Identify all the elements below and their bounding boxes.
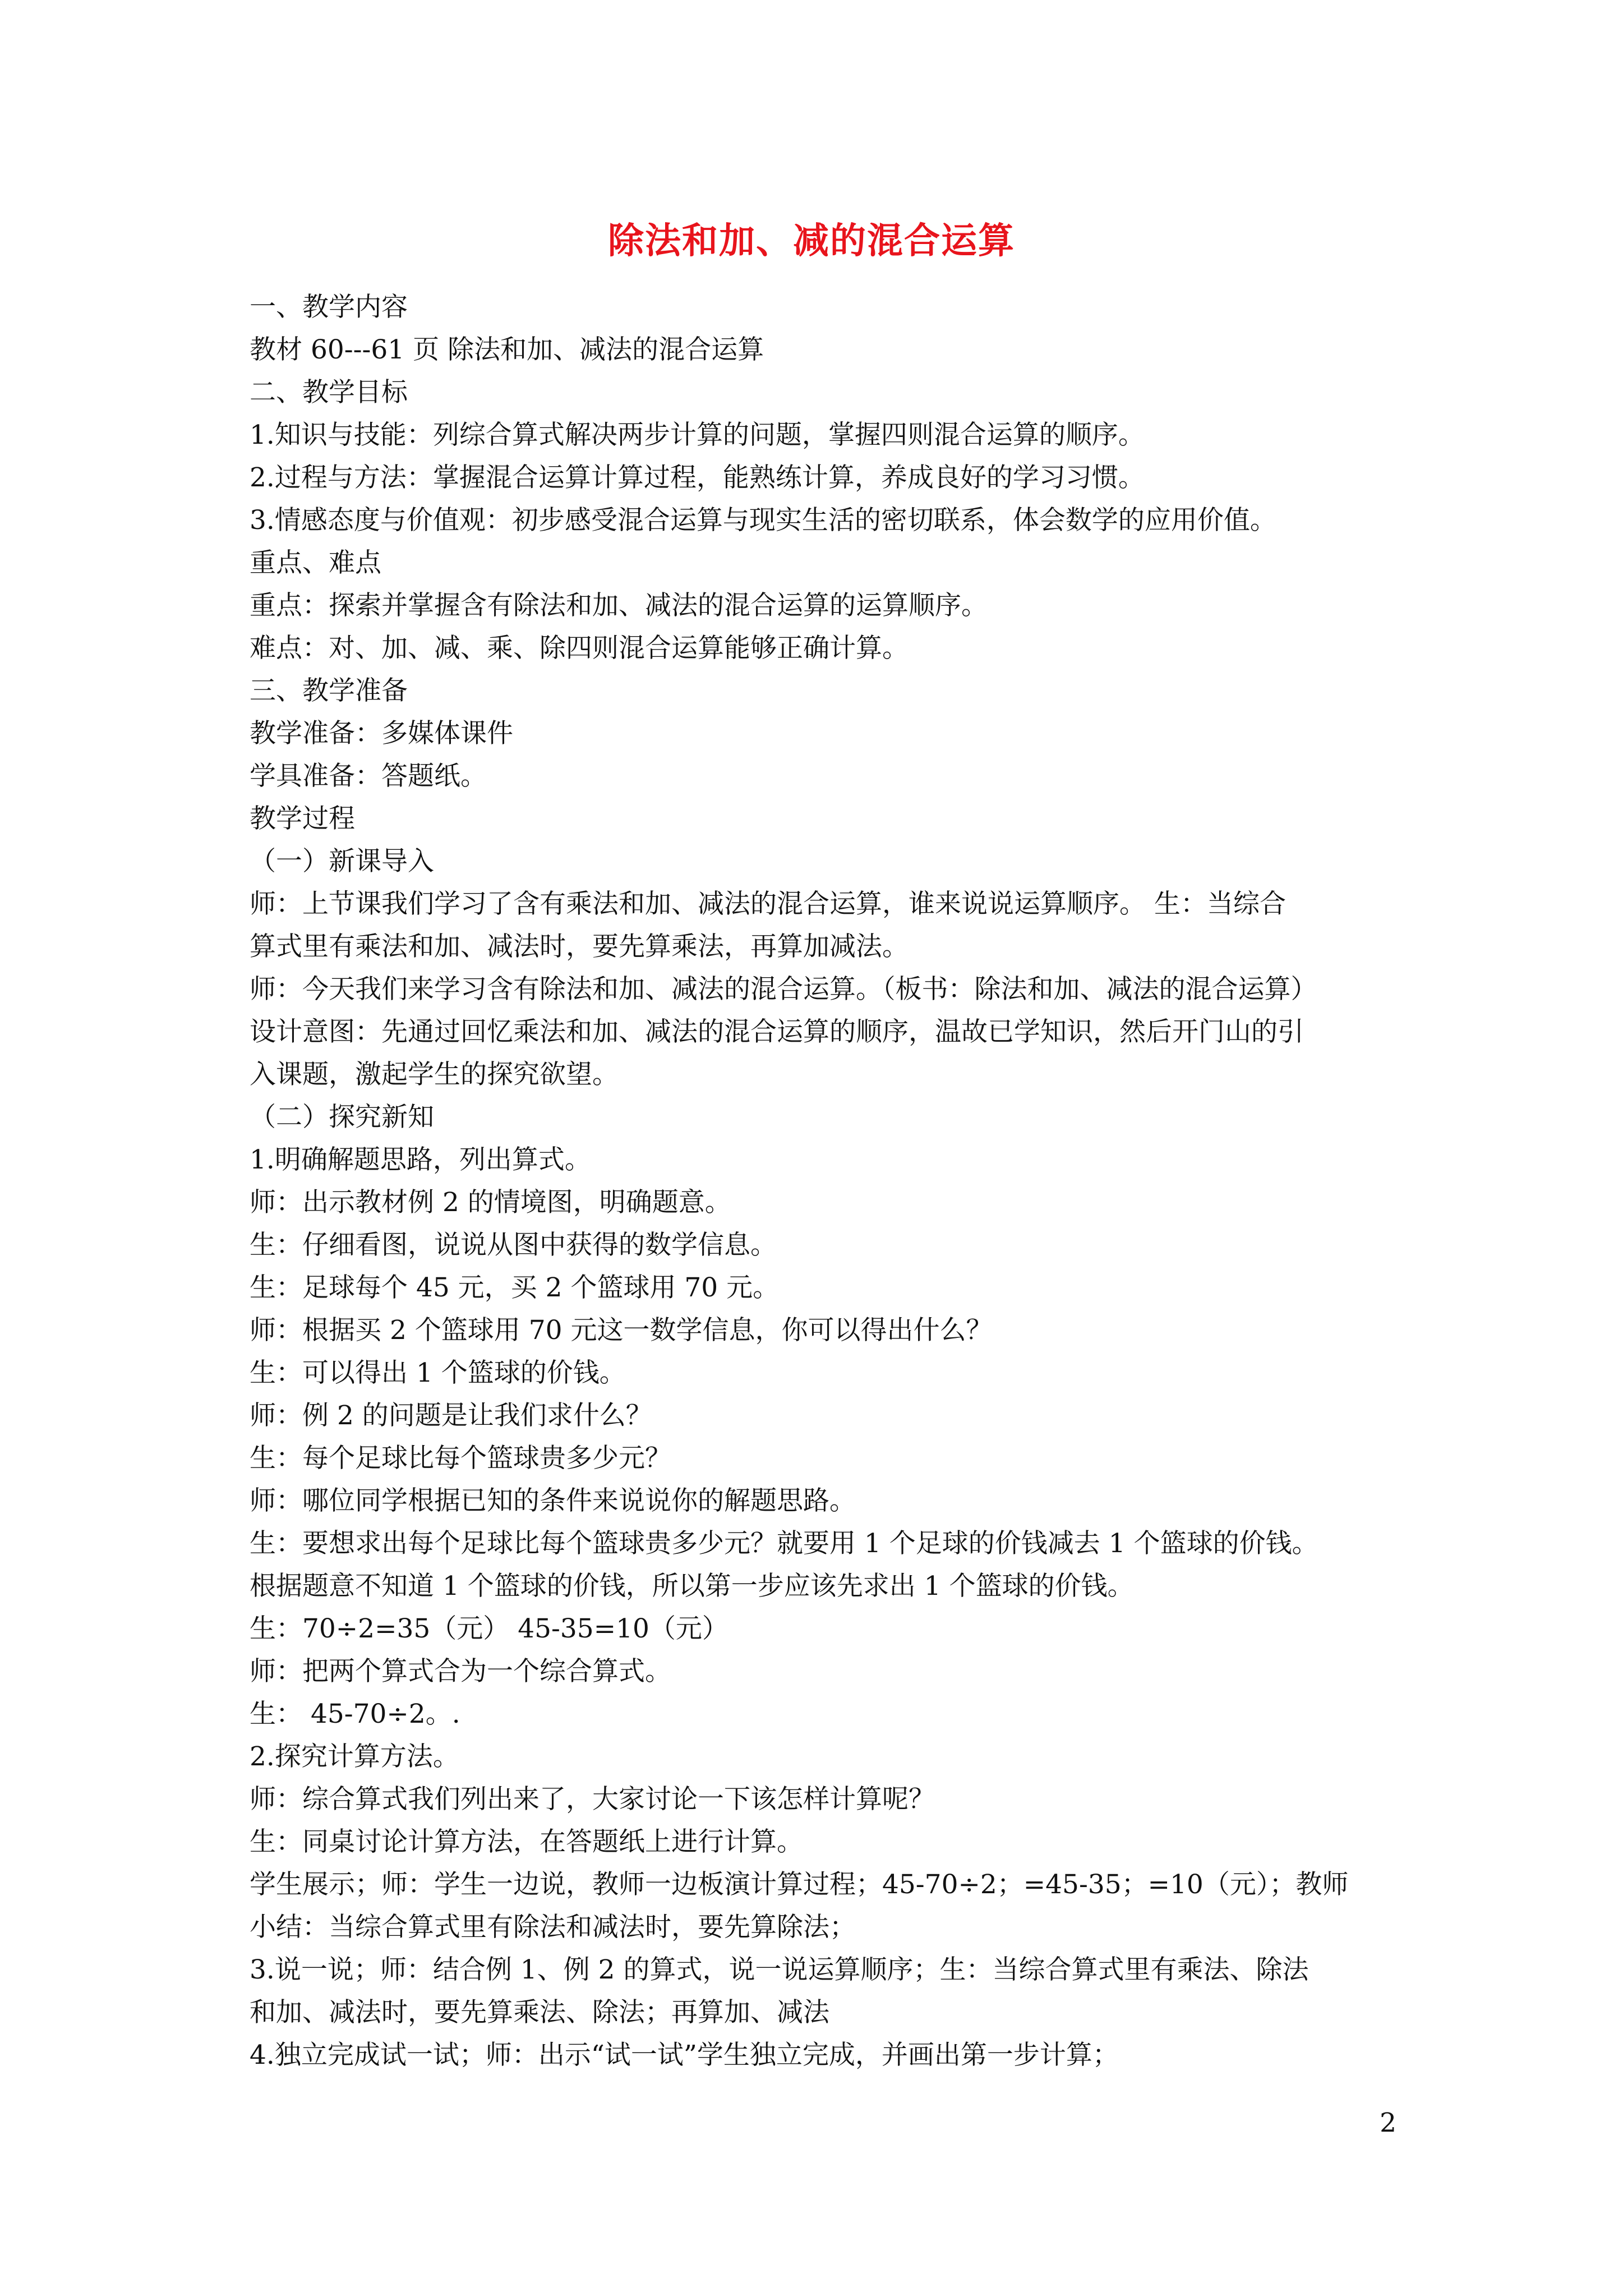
body-line: 1.明确解题思路，列出算式。: [250, 1144, 591, 1175]
body-line: 师：根据买 2 个篮球用 70 元这一数学信息，你可以得出什么？: [250, 1315, 993, 1346]
body-line: 和加、减法时，要先算乘法、除法；再算加、减法: [250, 1997, 829, 2028]
body-line: 3.情感态度与价值观：初步感受混合运算与现实生活的密切联系，体会数学的应用价值。: [250, 505, 1276, 536]
section-heading-teaching-goals: 二、教学目标: [250, 377, 408, 408]
body-line: 师：上节课我们学习了含有乘法和加、减法的混合运算，谁来说说运算顺序。 生：当综合: [250, 889, 1286, 919]
body-line: 4.独立完成试一试；师：出示“试一试”学生独立完成，并画出第一步计算；: [250, 2040, 1119, 2070]
body-line: 小结：当综合算式里有除法和减法时，要先算除法；: [250, 1912, 856, 1943]
body-line: 生：可以得出 1 个篮球的价钱。: [250, 1358, 626, 1388]
body-line: 师：今天我们来学习含有除法和加、减法的混合运算。（板书：除法和加、减法的混合运算）: [250, 974, 1317, 1005]
body-line: 2.过程与方法：掌握混合运算计算过程，能熟练计算，养成良好的学习习惯。: [250, 462, 1145, 493]
body-line: 难点：对、加、减、乘、除四则混合运算能够正确计算。: [250, 633, 909, 664]
body-line: 设计意图：先通过回忆乘法和加、减法的混合运算的顺序，温故已学知识，然后开门山的引: [250, 1016, 1304, 1047]
body-line: 根据题意不知道 1 个篮球的价钱，所以第一步应该先求出 1 个篮球的价钱。: [250, 1571, 1134, 1602]
body-line: 生：足球每个 45 元，买 2 个篮球用 70 元。: [250, 1272, 780, 1303]
body-line: 师：出示教材例 2 的情境图，明确题意。: [250, 1187, 731, 1218]
body-line: 师：例 2 的问题是让我们求什么？: [250, 1400, 652, 1431]
body-line: 教学准备：多媒体课件: [250, 718, 513, 749]
section-heading-teaching-process: 教学过程: [250, 803, 355, 834]
body-line: 教材 60---61 页 除法和加、减法的混合运算: [250, 334, 764, 365]
document-title: 除法和加、减的混合运算: [608, 220, 1015, 262]
body-line: 入课题，激起学生的探究欲望。: [250, 1059, 619, 1090]
body-line: 生：每个足球比每个篮球贵多少元？: [250, 1443, 671, 1474]
body-line: 算式里有乘法和加、减法时，要先算乘法，再算加减法。: [250, 931, 909, 962]
body-line: 重点：探索并掌握含有除法和加、减法的混合运算的运算顺序。: [250, 590, 988, 621]
body-line: 师：把两个算式合为一个综合算式。: [250, 1656, 671, 1687]
body-line: 生：仔细看图，说说从图中获得的数学信息。: [250, 1230, 777, 1260]
body-line: 生：同桌讨论计算方法，在答题纸上进行计算。: [250, 1826, 803, 1857]
subsection-heading-exploration: （二）探究新知: [250, 1102, 434, 1133]
body-line: 3.说一说；师：结合例 1、例 2 的算式，说一说运算顺序；生：当综合算式里有乘法、除法: [250, 1954, 1309, 1985]
body-line: 2.探究计算方法。: [250, 1741, 459, 1772]
body-line: 学生展示；师：学生一边说，教师一边板演计算过程；45-70÷2；=45-35；=10（元）；教师: [250, 1869, 1349, 1900]
body-line: 生： 45-70÷2。.: [250, 1699, 460, 1729]
section-heading-preparation: 三、教学准备: [250, 675, 408, 706]
page-number: 2: [1380, 2108, 1396, 2138]
body-line: 生：要想求出每个足球比每个篮球贵多少元？就要用 1 个足球的价钱减去 1 个篮球的价钱。: [250, 1528, 1318, 1559]
body-line: 生：70÷2=35（元） 45-35=10（元）: [250, 1613, 728, 1644]
subsection-heading-introduction: （一）新课导入: [250, 846, 434, 877]
document-body: [250, 286, 1388, 2077]
body-line: 1.知识与技能：列综合算式解决两步计算的问题，掌握四则混合运算的顺序。: [250, 420, 1145, 450]
section-heading-key-points: 重点、难点: [250, 547, 381, 578]
body-line: 师：哪位同学根据已知的条件来说说你的解题思路。: [250, 1485, 856, 1516]
body-line: 学具准备：答题纸。: [250, 761, 487, 792]
section-heading-teaching-content: 一、教学内容: [250, 292, 408, 323]
body-line: 师：综合算式我们列出来了，大家讨论一下该怎样计算呢？: [250, 1784, 935, 1815]
